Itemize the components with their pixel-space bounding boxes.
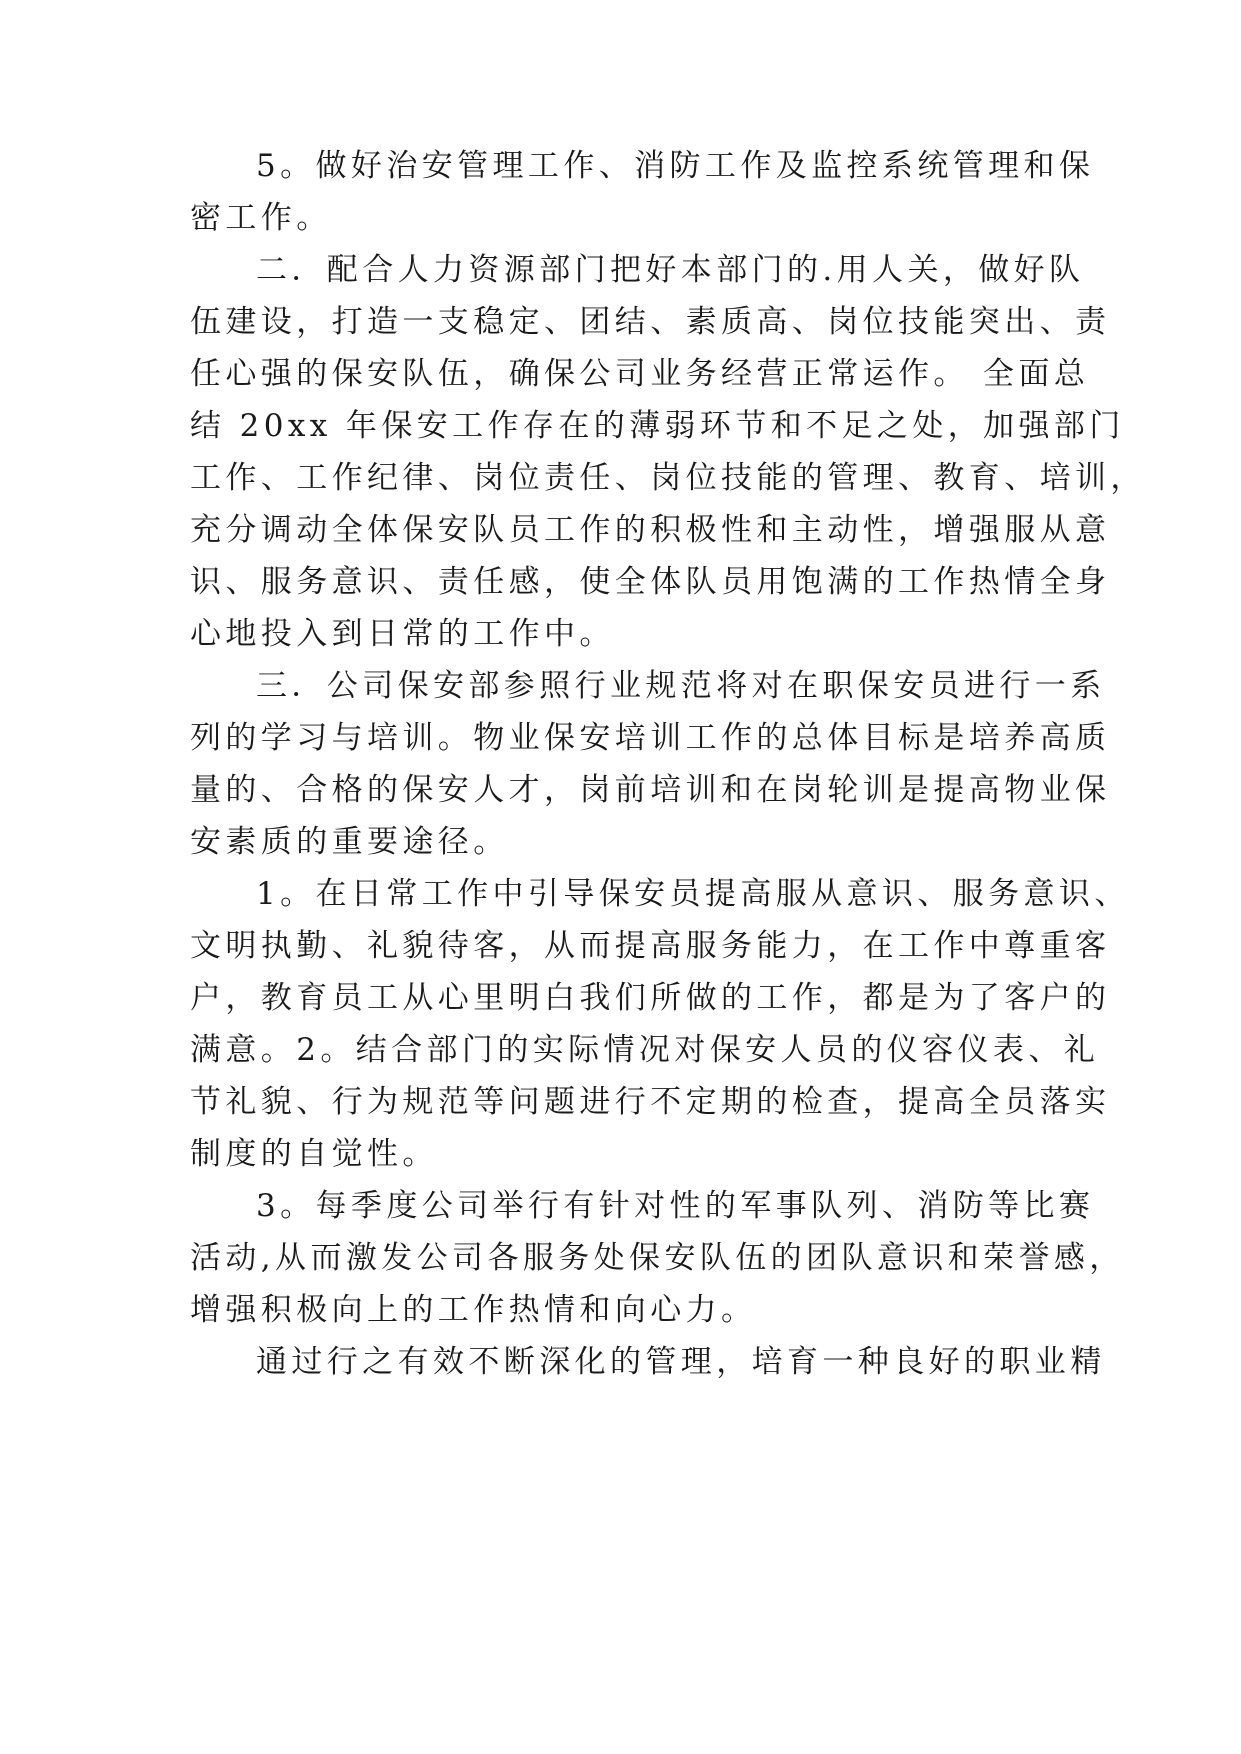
text-line: 二．配合人力资源部门把好本部门的.用人关，做好队 (256, 252, 1085, 288)
text-line: 1。在日常工作中引导保安员提高服从意识、服务意识、 (256, 876, 1130, 912)
text-line: 3。每季度公司举行有针对性的军事队列、消防等比赛 (256, 1188, 1095, 1224)
text-line: 密工作。 (190, 200, 332, 236)
text-line: 5。做好治安管理工作、消防工作及监控系统管理和保 (256, 148, 1095, 184)
text-line: 安素质的重要途径。 (190, 824, 509, 860)
text-line: 制度的自觉性。 (190, 1136, 438, 1172)
text-line: 心地投入到日常的工作中。 (190, 616, 615, 652)
text-line: 任心强的保安队伍，确保公司业务经营正常运作。 全面总 (190, 356, 1090, 392)
text-line: 量的、合格的保安人才，岗前培训和在岗轮训是提高物业保 (190, 772, 1111, 808)
text-line: 结 20xx 年保安工作存在的薄弱环节和不足之处，加强部门 (190, 408, 1125, 444)
text-line: 增强积极向上的工作热情和向心力。 (190, 1292, 757, 1328)
text-line: 文明执勤、礼貌待客，从而提高服务能力，在工作中尊重客 (190, 928, 1111, 964)
text-line: 充分调动全体保安队员工作的积极性和主动性，增强服从意 (190, 512, 1111, 548)
text-line: 户，教育员工从心里明白我们所做的工作，都是为了客户的 (190, 980, 1111, 1016)
text-line: 活动,从而激发公司各服务处保安队伍的团队意识和荣誉感， (190, 1240, 1125, 1276)
text-line: 通过行之有效不断深化的管理，培育一种良好的职业精 (256, 1344, 1106, 1380)
text-line: 节礼貌、行为规范等问题进行不定期的检查，提高全员落实 (190, 1084, 1111, 1120)
text-line: 工作、工作纪律、岗位责任、岗位技能的管理、教育、培训， (190, 460, 1146, 496)
text-line: 列的学习与培训。物业保安培训工作的总体目标是培养高质 (190, 720, 1111, 756)
text-line: 识、服务意识、责任感，使全体队员用饱满的工作热情全身 (190, 564, 1111, 600)
text-line: 伍建设，打造一支稳定、团结、素质高、岗位技能突出、责 (190, 304, 1111, 340)
text-line: 满意。2。结合部门的实际情况对保安人员的仪容仪表、礼 (190, 1032, 1100, 1068)
text-line: 三．公司保安部参照行业规范将对在职保安员进行一系 (256, 668, 1106, 704)
